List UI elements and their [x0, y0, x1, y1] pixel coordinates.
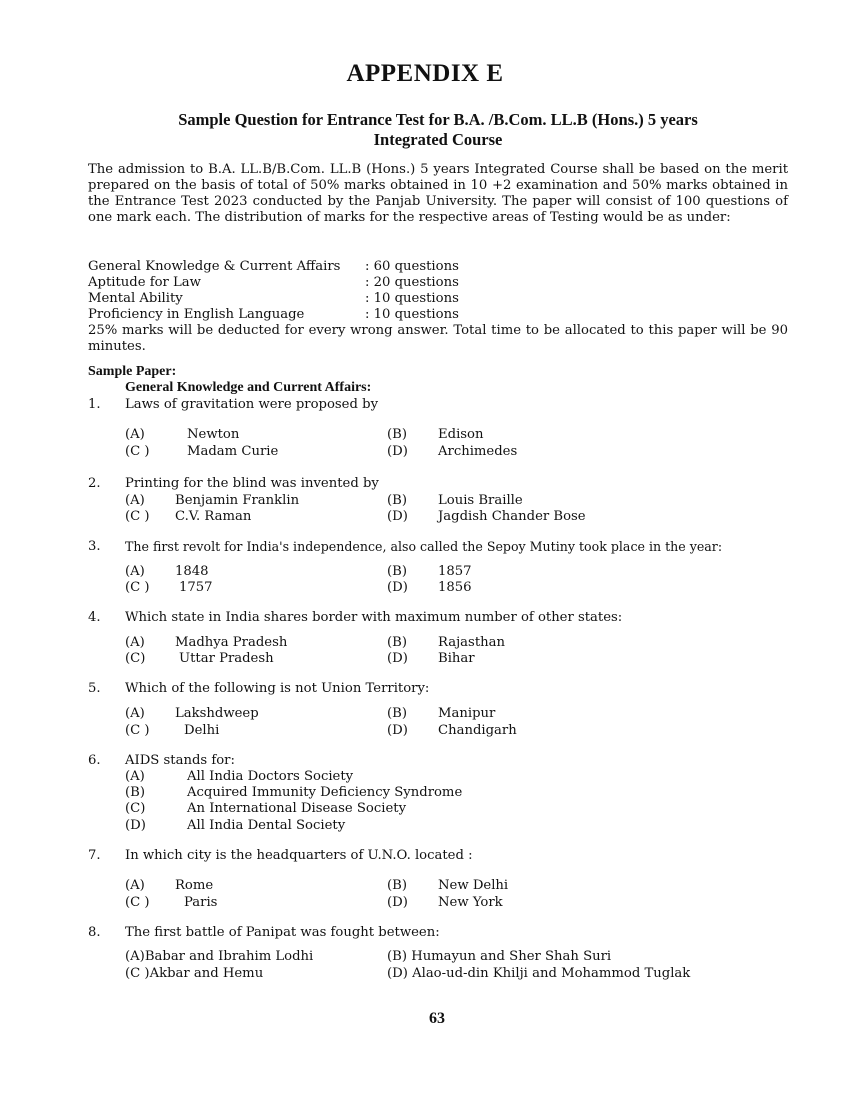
question-number: 1.	[88, 397, 101, 412]
option-label: (D)	[387, 723, 408, 738]
option-text: An International Disease Society	[187, 801, 407, 816]
question-number: 6.	[88, 753, 101, 768]
question-text: In which city is the headquarters of U.N.O. located :	[125, 848, 473, 863]
option-text: Louis Braille	[438, 493, 523, 508]
distribution-count: : 10 questions	[365, 291, 459, 306]
option-label: (B)	[387, 427, 407, 442]
option-text: Delhi	[184, 723, 220, 738]
option-text: Bihar	[438, 651, 475, 666]
option-text: C.V. Raman	[175, 509, 252, 524]
option-text: Manipur	[438, 706, 496, 721]
option-label: (B)	[387, 706, 407, 721]
option-label: (D)	[387, 895, 408, 910]
section-heading: General Knowledge and Current Affairs:	[125, 380, 372, 395]
question-text: Which of the following is not Union Territory:	[125, 681, 430, 696]
option-text: New Delhi	[438, 878, 509, 893]
option-text: New York	[438, 895, 503, 910]
option-label: (C )	[125, 895, 150, 910]
option-text: Lakshdweep	[175, 706, 259, 721]
distribution-area: Mental Ability	[88, 291, 183, 306]
option-text: Madam Curie	[187, 444, 279, 459]
option-label: (D)	[125, 818, 146, 833]
option-label: (B)	[125, 785, 145, 800]
subtitle-line-2: Integrated Course	[373, 130, 503, 149]
option-text: Archimedes	[438, 444, 518, 459]
option-label: (A)	[125, 878, 145, 893]
option-inline	[125, 949, 313, 965]
option-label: (A)	[125, 706, 145, 721]
sample-paper-label: Sample Paper:	[88, 364, 177, 379]
question-number: 4.	[88, 610, 101, 625]
question-number: 3.	[88, 539, 101, 554]
option-text: All India Doctors Society	[187, 769, 354, 784]
option-inline	[125, 966, 263, 982]
subtitle-line-1: Sample Question for Entrance Test for B.A. /B.Com. LL.B (Hons.) 5 years	[178, 110, 698, 129]
option-label: (B)	[387, 564, 407, 579]
question-number: 8.	[88, 925, 101, 940]
distribution-count: : 60 questions	[365, 259, 459, 274]
option-text: Benjamin Franklin	[175, 493, 300, 508]
option-label: (D)	[387, 509, 408, 524]
option-label: (A)	[125, 493, 145, 508]
option-text: Uttar Pradesh	[179, 651, 274, 666]
option-label: (A)	[125, 769, 145, 784]
option-label: (C )	[125, 966, 150, 981]
distribution-count: : 20 questions	[365, 275, 459, 290]
distribution-count: : 10 questions	[365, 307, 459, 322]
option-text: 1757	[179, 580, 213, 595]
option-text: Rajasthan	[438, 635, 505, 650]
option-label: (D)	[387, 444, 408, 459]
option-label: (B)	[387, 878, 407, 893]
option-label: (C )	[125, 509, 150, 524]
option-text: Jagdish Chander Bose	[438, 509, 586, 524]
option-label: (A)	[125, 949, 145, 964]
option-text: Rome	[175, 878, 214, 893]
question-text: Printing for the blind was invented by	[125, 476, 379, 491]
option-text: 1848	[175, 564, 209, 579]
page-number: 63	[429, 1010, 445, 1027]
question-text: Laws of gravitation were proposed by	[125, 397, 379, 412]
option-text: Madhya Pradesh	[175, 635, 288, 650]
option-label: (A)	[125, 635, 145, 650]
question-number: 7.	[88, 848, 101, 863]
option-label: (C )	[125, 580, 150, 595]
option-label: (C )	[125, 723, 150, 738]
option-text: 1857	[438, 564, 472, 579]
option-label: (B)	[387, 949, 407, 964]
option-text: Chandigarh	[438, 723, 517, 738]
option-inline	[387, 949, 611, 965]
marks-note: 25% marks will be deducted for every wrong answer. Total time to be allocated to this paper will be 90 minutes.	[88, 323, 788, 354]
question-number: 5.	[88, 681, 101, 696]
option-label: (C)	[125, 651, 146, 666]
option-text: Humayun and Sher Shah Suri	[411, 949, 612, 964]
option-label: (A)	[125, 427, 145, 442]
option-text: Akbar and Hemu	[149, 966, 264, 981]
question-text: The first battle of Panipat was fought between:	[125, 925, 440, 940]
option-text: 1856	[438, 580, 472, 595]
distribution-area: Aptitude for Law	[88, 275, 201, 290]
option-text: Edison	[438, 427, 484, 442]
option-label: (D)	[387, 580, 408, 595]
option-text: All India Dental Society	[187, 818, 346, 833]
option-label: (A)	[125, 564, 145, 579]
intro-paragraph: The admission to B.A. LL.B/B.Com. LL.B (Hons.) 5 years Integrated Course shall be based on the merit prepared on the basis of total of 50% marks obtained in 10 +2 examination and 50% marks obtained in the Entrance Test 2023 conducted by the Panjab University. The paper will consist of 100 questions of one mark each. The distribution of marks for the respective areas of Testing would be as under:	[88, 162, 788, 225]
option-inline	[387, 966, 690, 982]
option-label: (B)	[387, 493, 407, 508]
option-text: Newton	[187, 427, 240, 442]
option-text: Babar and Ibrahim Lodhi	[144, 949, 314, 964]
option-label: (D)	[387, 651, 408, 666]
option-label: (C)	[125, 801, 146, 816]
option-label: (B)	[387, 635, 407, 650]
question-text: The first revolt for India's independence, also called the Sepoy Mutiny took place in the year:	[125, 539, 723, 554]
distribution-area: Proficiency in English Language	[88, 307, 305, 322]
question-text: AIDS stands for:	[125, 753, 235, 768]
question-text: Which state in India shares border with maximum number of other states:	[125, 610, 623, 625]
page-title: APPENDIX E	[346, 60, 504, 87]
distribution-area: General Knowledge & Current Affairs	[88, 259, 341, 274]
question-number: 2.	[88, 476, 101, 491]
option-label: (C )	[125, 444, 150, 459]
option-text: Alao-ud-din Khilji and Mohammod Tuglak	[412, 966, 691, 981]
option-text: Acquired Immunity Deficiency Syndrome	[187, 785, 463, 800]
option-label: (D)	[387, 966, 408, 981]
option-text: Paris	[184, 895, 218, 910]
